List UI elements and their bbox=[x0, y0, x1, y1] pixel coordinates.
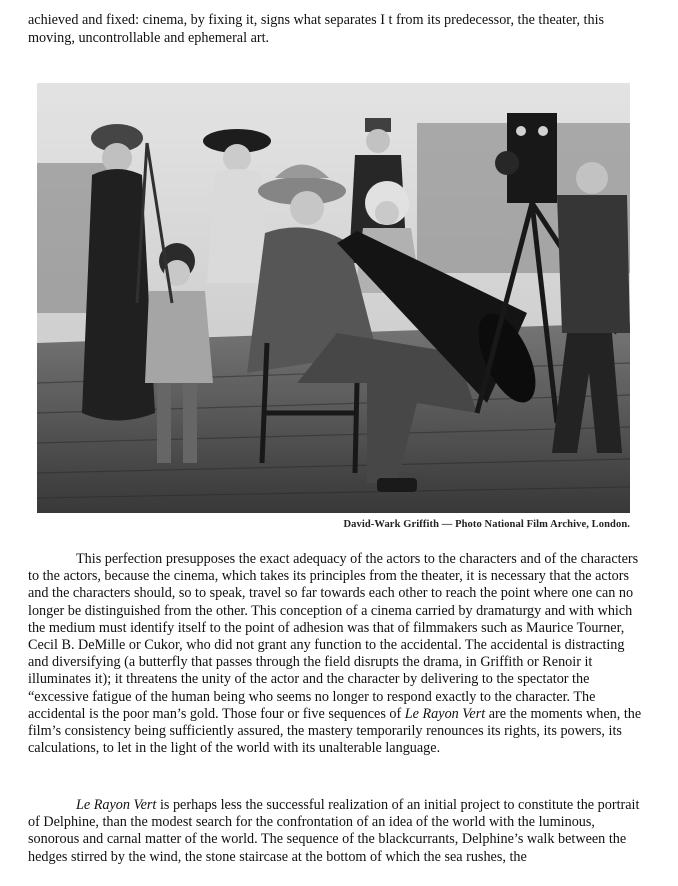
paragraph-1-text-start: This perfection presupposes the exact adequacy of the actors to the characters and of the characters to the actors, because the cinema, which takes its principles from the theater, it is necessary that the actors and the characters should, so to speak, travel so far towards each other to reach the point where one can no longer be distinguished from the other. This conception of a cinema carried by dramaturgy and with which the medium must identify itself to the point of adhesion was that of filmmakers such as Maurice Tourner, Cecil B. DeMille or Cukor, who did not grant any function to the accidental. The accidental is distracting and diversifying (a butterfly that passes through the field disrupts the drama, in Griffith or Renoir it illuminates it); it threatens the unity of the actor and the character by delivering to the spectator the “excessive fatigue of the human being who seems no longer to respond exactly to the character. The accidental is the poor man’s gold. Those four or five sequences of bbox=[28, 551, 639, 722]
paragraph-2-text: is perhaps less the successful realization of an initial project to constitute the portrait of Delphine, than the modest search for the confrontation of an idea of the world with the luminous, sonorous and carnal matter of the world. The sequence of the blackcurrants, Delphine’s walk between the hedges stirred by the wind, the stone staircase at the bottom of which the sea rushes, the bbox=[28, 797, 640, 865]
photo-caption: David-Wark Griffith — Photo National Film Archive, London. bbox=[343, 519, 630, 530]
film-title: Le Rayon Vert bbox=[76, 797, 157, 813]
paragraph-1-text-end: are the moments when, the film’s consistency being sufficiently assured, the mastery temporarily renounces its rights, its powers, its calculations, to let in the light of the world with its unalterable language. bbox=[28, 705, 642, 757]
film-title: Le Rayon Vert bbox=[404, 705, 486, 722]
paragraph-1 bbox=[28, 551, 646, 757]
paragraph-2 bbox=[28, 797, 646, 866]
griffith-photo bbox=[37, 83, 630, 513]
top-paragraph: achieved and fixed: cinema, by fixing it, signs what separates I t from its predecessor, the theater, this moving, uncontrollable and ephemeral art. bbox=[28, 12, 605, 46]
